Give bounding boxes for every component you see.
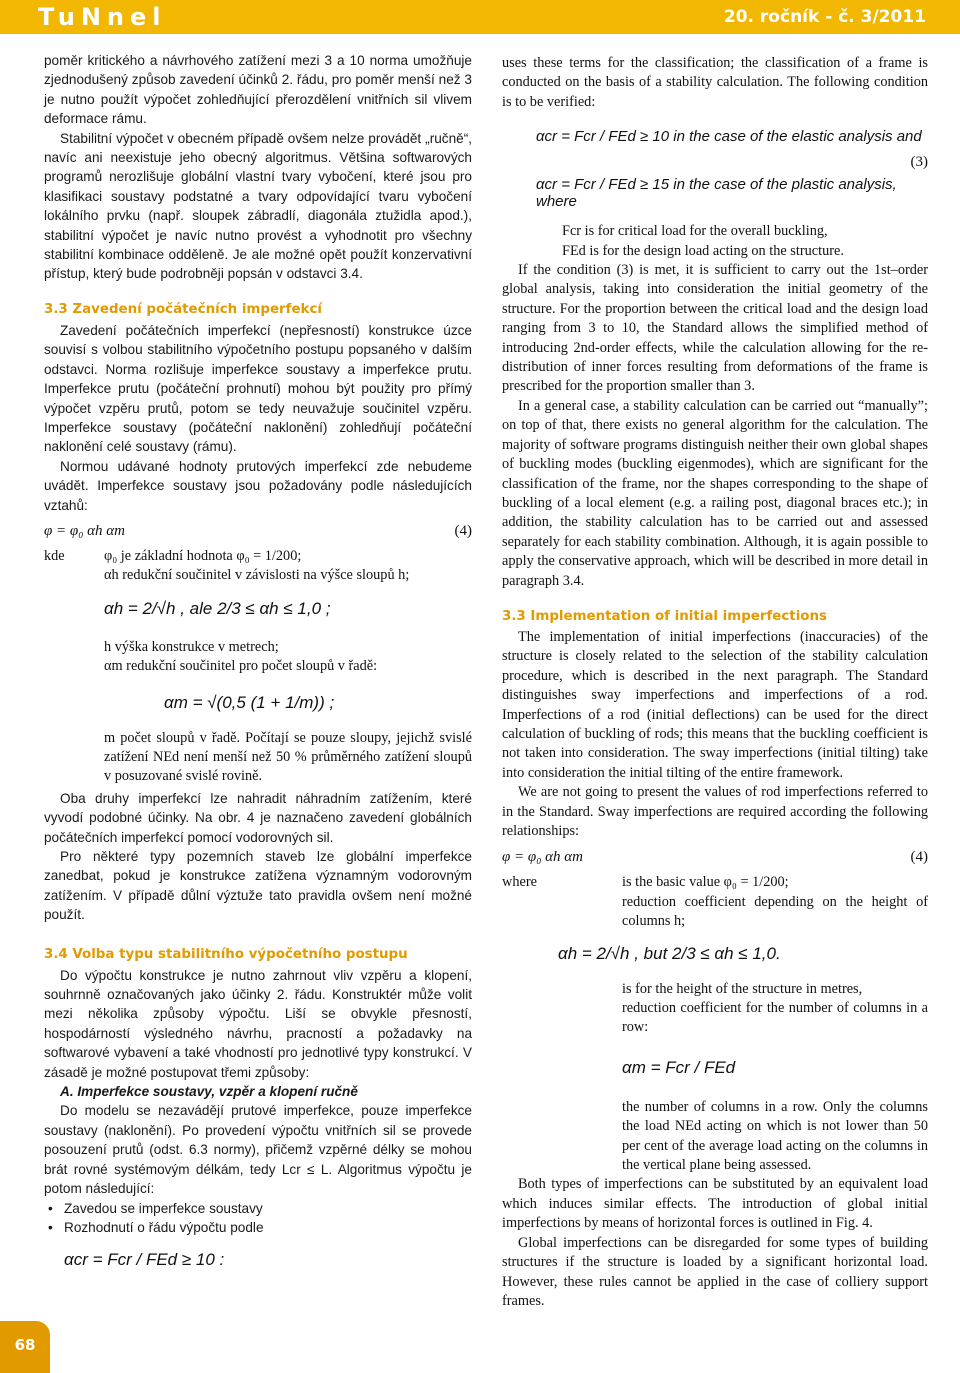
paragraph: Normou udávané hodnoty prutových imperfekcí zde nebudeme uvádět. Imperfekce soustavy jsou požadovány podle následujících vztahů: bbox=[44, 458, 472, 513]
paragraph: Stabilitní výpočet v obecném případě ovšem nelze provádět „ručně“, navíc ani neexistuje jeho obecný algoritmus. Většina softwarových programů nerozlišuje globální vlastní tvary vybočení, které jsou pro klasifikaci soustavy podstatné a tvary odpovídající tvaru vybočení lokálního prvku (např. sloupek zábradlí, diagonála ztužidla apod.), stabilitní výpočet je navíc nutno provést a vyhodnotit pro všechny stabilitní kombinace odděleně. Je ale možné opět použít konzervativní přístup, který bude podrobněji popsán v odstavci 3.4. bbox=[44, 130, 472, 282]
paragraph: Oba druhy imperfekcí lze nahradit náhradním zatížením, které vyvodí podobné účinky. Na obr. 4 je naznačeno zavedení globálních počátečních imperfekcí pomocí vodorovných sil. bbox=[44, 790, 472, 845]
page-number-tab bbox=[0, 1321, 50, 1373]
paragraph: Do modelu se nezavádějí prutové imperfekce, pouze imperfekce soustavy (naklonění). Po provedení výpočtu vnitřních sil se provede posouzení prutů (odst. 6.3 normy), přičemž vzpěrné délky se mohou brát rovné systémovým délkám, tedy Lcr ≤ L. Algoritmus výpočtu je potom následující: bbox=[44, 1103, 472, 1197]
equation-4: φ = φ₀ αh αm (4) bbox=[44, 522, 472, 539]
section-heading: 3.3 Zavedení počátečních imperfekcí bbox=[44, 301, 322, 317]
paragraph: In a general case, a stability calculation can be carried out “manually”; on top of that, there exists no general algorithm for the calculation. The majority of software programs distinguish neither their own global shapes of buckling modes (buckling eigenmodes), which are significant for the classification of the frame, nor the shapes corresponding to the shape of buckling of a local element (e.g. a railing post, diagonal braces etc.); in addition, the stability calculation has to be carried out and assessed separately for each stability combination. Although, it is again possible to apply the conservative approach, which will be described in more detail in paragraph 3.4. bbox=[502, 397, 928, 589]
definition-fcr: Fcr is for critical load for the overall buckling, bbox=[562, 223, 828, 240]
alpha-m-formula: αm = √(0,5 (1 + 1/m)) ; bbox=[164, 692, 335, 712]
definition-alpha-m-en: reduction coefficient for the number of columns in a row: bbox=[622, 1000, 928, 1036]
definition-fed: FEd is for the design load acting on the structure. bbox=[562, 242, 844, 259]
equation-4-en: φ = φ₀ αh αm (4) bbox=[502, 849, 928, 866]
issue-label: 20. ročník - č. 3/2011 bbox=[723, 7, 926, 27]
paragraph: We are not going to present the values of rod imperfections referred to in the Standard. Sway imperfections are required according the following relationships: bbox=[502, 784, 928, 839]
page-header bbox=[0, 0, 960, 34]
eq3-elastic: αcr = Fcr / FEd ≥ 10 in the case of the elastic analysis and bbox=[536, 128, 922, 146]
right-column bbox=[502, 40, 928, 1311]
section-heading: 3.3 Implementation of initial imperfections bbox=[502, 608, 827, 624]
equation-3 bbox=[502, 112, 928, 222]
definition-phi0-en: where is the basic value φ₀ = 1/200; bbox=[502, 874, 789, 891]
alpha-m-formula-en: αm = Fcr / FEd bbox=[622, 1057, 736, 1077]
paragraph: Zavedení počátečních imperfekcí (nepřesností) konstrukce úzce souvisí s volbou stabilitního výpočetního postupu popsaného v dalším odstavci. Norma rozlišuje imperfekce soustavy a imperfekce prutu. Imperfekce prutu (počáteční prohnutí) mohou být použity pro přímý výpočet vzpěru prutů, potom se tedy neuvažuje součinitel vzpěru. Imperfekce soustavy (počáteční naklonění) zohledňují počáteční naklonění celé soustavy (rámu). bbox=[44, 322, 472, 455]
paragraph: Pro některé typy pozemních staveb lze globální imperfekce zanedbat, pokud je konstrukce zatížena významným vodorovným zatížením. V případě důlní výztuže tato pravidla ovšem není možné použít. bbox=[44, 849, 472, 923]
alpha-h-formula-en: αh = 2/√h , but 2/3 ≤ αh ≤ 1,0. bbox=[558, 943, 781, 963]
definition-h-en: is for the height of the structure in metres, bbox=[622, 980, 863, 997]
definition-m: m počet sloupů v řadě. Počítají se pouze sloupy, jejichž svislé zatížení NEd není menší než 50 % průměrného zatížení sloupů v posuzované svislé rovině. bbox=[104, 729, 472, 785]
definition-alpha-h-en: reduction coefficient depending on the height of columns h; bbox=[622, 893, 928, 930]
list-item: • Zavedou se imperfekce soustavy bbox=[44, 1199, 472, 1218]
paragraph: Both types of imperfections can be substituted by an equivalent load which induces similar effects. The introduction of global initial imperfections by means of horizontal forces is outlined in Fig. 4. bbox=[502, 1176, 928, 1232]
left-column bbox=[44, 40, 472, 1283]
definition-m-en: the number of columns in a row. Only the columns the load NEd acting on which is not lower than 50 per cent of the average load acting on the columns in the vertical plane being assessed. bbox=[622, 1098, 928, 1174]
definition-h: h výška konstrukce v metrech; bbox=[104, 638, 279, 655]
section-heading: 3.4 Volba typu stabilitního výpočetního postupu bbox=[44, 946, 408, 962]
paragraph: poměr kritického a návrhového zatížení mezi 3 a 10 norma umožňuje zjednodušený způsob zavedení účinků 2. řádu, pro poměr menší než 3 je nutno použít výpočet zohledňující přerozdělení vnitřních sil vlivem deformace rámu. bbox=[44, 53, 472, 127]
paragraph: If the condition (3) is met, it is sufficient to carry out the 1st–order global analysis, taking into consideration the initial geometry of the structure. For the proportion between the critical load and the design load ranging from 3 to 10, the Standard allows the simplified method of introducing 2nd-order effects, while the calculation allowing for the re-distribution of inner forces resulting from deformations of the frame is prescribed for the proportion smaller than 3. bbox=[502, 262, 928, 395]
eq3-plastic: αcr = Fcr / FEd ≥ 15 in the case of the plastic analysis, where bbox=[536, 176, 897, 211]
definition-phi0: kde φ₀ je základní hodnota φ₀ = 1/200; bbox=[44, 547, 302, 564]
paragraph: uses these terms for the classification; the classification of a frame is conducted on the basis of a stability calculation. The following condition is to be verified: bbox=[502, 55, 928, 110]
magazine-logo: TuNnel bbox=[38, 3, 167, 31]
eq3-number: (3) bbox=[910, 154, 928, 171]
paragraph: Do výpočtu konstrukce je nutno zahrnout vliv vzpěru a klopení, souhrnně označovaných jako účinky 2. řádu. Konstruktér může volit mezi několika způsoby výpočtu. Liší se obvykle přesností, hospodárností výsledného návrhu, pracností a požadavky na softwarové vybavení a také vhodností pro jednotlivé typy konstrukcí. V zásadě je možné postupovat třemi způsoby: bbox=[44, 967, 472, 1080]
paragraph: The implementation of initial imperfections (inaccuracies) of the structure is closely related to the selection of the stability calculation procedure, which is described in the next paragraph. The Standard distinguishes sway imperfections and imperfections of a rod. Imperfections of a rod (initial deflections) can be used for the direct calculation of buckling of rods; this means that the buckling coefficient is not taken into consideration. The sway imperfections (initial tilting) take into consideration the initial tilting of the entire framework. bbox=[502, 628, 928, 781]
subheading-a: A. Imperfekce soustavy, vzpěr a klopení ručně bbox=[60, 1084, 358, 1100]
list-item: • Rozhodnutí o řádu výpočtu podle bbox=[44, 1218, 472, 1237]
alpha-cr-formula: αcr = Fcr / FEd ≥ 10 : bbox=[64, 1250, 225, 1270]
alpha-h-formula: αh = 2/√h , ale 2/3 ≤ αh ≤ 1,0 ; bbox=[104, 598, 331, 618]
definition-alpha-h: αh redukční součinitel v závislosti na výšce sloupů h; bbox=[104, 567, 410, 584]
definition-alpha-m: αm redukční součinitel pro počet sloupů v řadě: bbox=[104, 658, 378, 675]
paragraph: Global imperfections can be disregarded for some types of building structures if the structure is loaded by a significant horizontal load. However, these rules cannot be applied in the case of colliery support frames. bbox=[502, 1234, 928, 1309]
page-number: 68 bbox=[14, 1336, 36, 1354]
